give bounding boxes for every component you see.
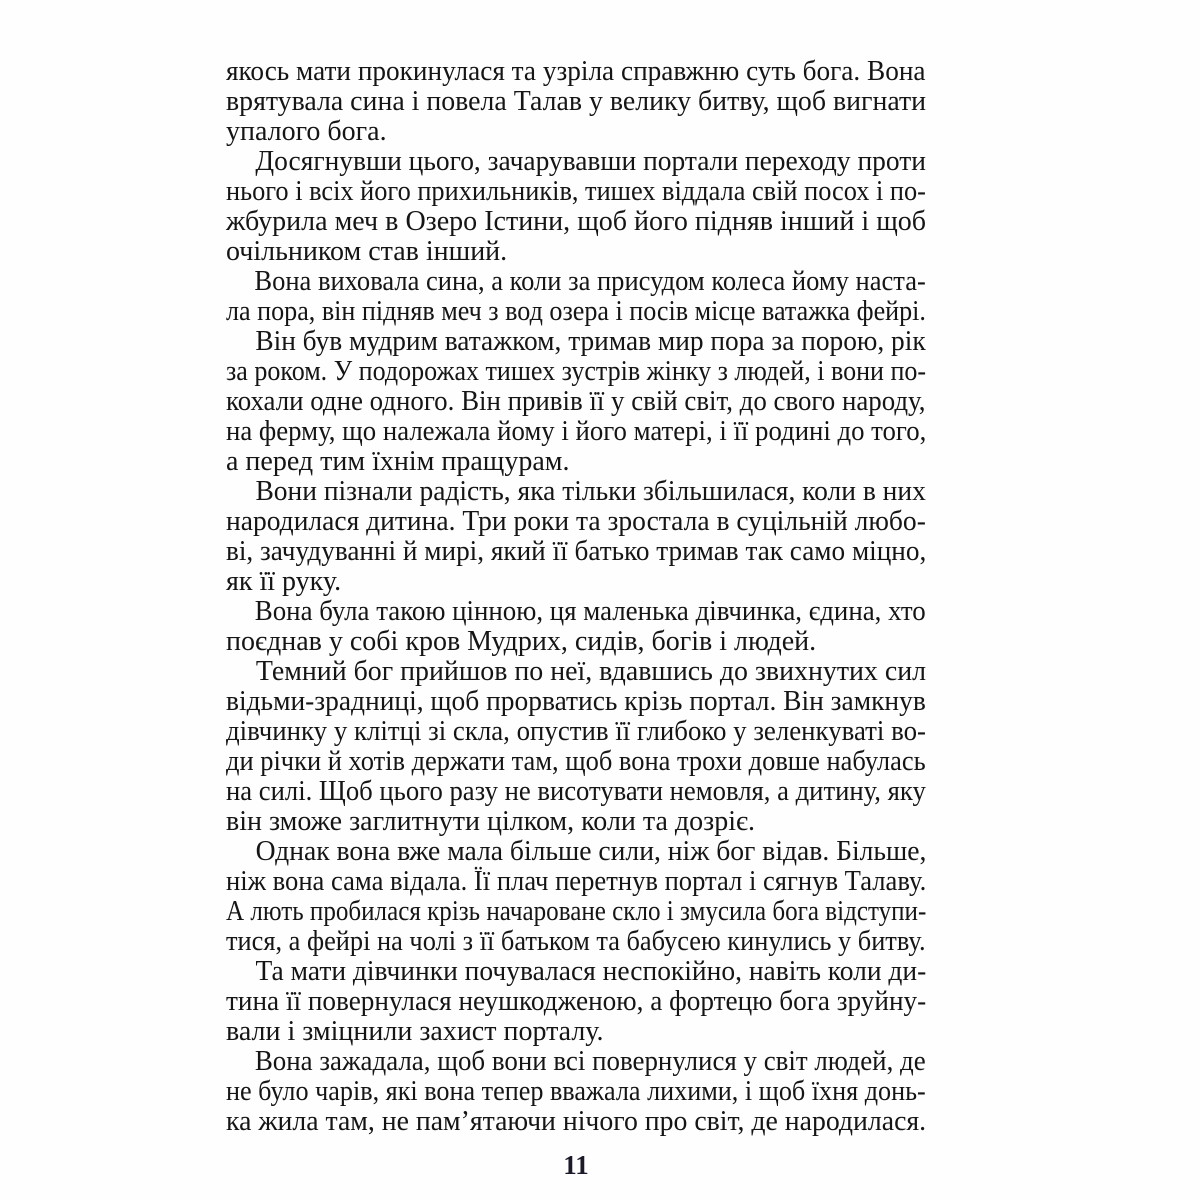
paragraph	[226, 147, 926, 267]
text-line: за роком. У подорожах тишех зустрів жінку з людей, і вони по-	[226, 356, 927, 387]
text-line: Та мати дівчинки почувалася неспокійно, навіть коли ди-	[255, 956, 927, 987]
text-line: поєднав у собі кров Мудрих, сидів, богів і людей.	[226, 626, 817, 657]
paragraph	[226, 477, 926, 597]
paragraph	[226, 327, 926, 477]
paragraph	[226, 657, 926, 837]
paragraph	[226, 267, 926, 327]
text-line: Вона була такою цінною, ця маленька дівчинка, єдина, хто	[254, 596, 926, 627]
text-line: Вони пізнали радість, яка тільки збільшилася, коли в них	[255, 476, 926, 507]
text-line: якось мати прокинулася та узріла справжню суть бога. Вона	[226, 56, 926, 87]
text-line: Вона зажадала, щоб вони всі повернулися у світ людей, де	[254, 1046, 926, 1077]
paragraph	[226, 57, 926, 147]
text-block	[226, 57, 926, 1137]
text-line: ніж вона сама відала. Її плач перетнув портал і сягнув Талаву.	[226, 866, 927, 897]
text-line: на ферму, що належала йому і його матері, і її родині до того,	[226, 416, 927, 447]
paragraph	[226, 1047, 926, 1137]
text-line: очільником став інший.	[226, 236, 508, 267]
text-line: Вона виховала сина, а коли за присудом колеса йому наста-	[254, 266, 926, 297]
text-line: Досягнувши цього, зачарувавши портали переходу проти	[255, 146, 926, 177]
text-line: врятувала сина і повела Талав у велику битву, щоб вигнати	[226, 86, 927, 117]
text-line: на силі. Щоб цього разу не висотувати немовля, а дитину, яку	[226, 776, 926, 807]
text-line: Однак вона вже мала більше сили, ніж бог відав. Більше,	[255, 836, 927, 867]
text-line: він зможе заглитнути цілком, коли та дозріє.	[226, 806, 756, 837]
text-line: ві, зачудуванні й мирі, який її батько тримав так само міцно,	[226, 536, 927, 567]
text-line: як її руку.	[226, 566, 342, 597]
text-line: народилася дитина. Три роки та зростала в суцільній любо-	[226, 506, 926, 537]
text-line: а перед тим їхнім пращурам.	[226, 446, 570, 477]
text-line: тина її повернулася неушкодженою, а фортецю бога зруйну-	[226, 986, 927, 1017]
text-line: Темний бог прийшов по неї, вдавшись до звихнутих сил	[255, 656, 927, 687]
text-line: Він був мудрим ватажком, тримав мир пора за порою, рік	[255, 326, 926, 357]
text-line: відьми-зрадниці, щоб прорватись крізь портал. Він замкнув	[226, 686, 926, 717]
text-line: вали і зміцнили захист порталу.	[226, 1016, 604, 1047]
page-number: 11	[563, 1150, 589, 1180]
text-line: ка жила там, не пам’ятаючи нічого про світ, де народилася.	[226, 1106, 927, 1137]
text-line: ла пора, він підняв меч з вод озера і посів місце ватажка фейрі.	[226, 296, 926, 327]
paragraph	[226, 837, 926, 957]
text-line: А лють пробилася крізь начароване скло і змусила бога відступи-	[226, 896, 927, 927]
text-line: не було чарів, які вона тепер вважала лихими, і щоб їхня донь-	[226, 1076, 926, 1107]
text-line: ди річки й хотів держати там, щоб вона трохи довше набулась	[226, 746, 926, 777]
text-line: тися, а фейрі на чолі з її батьком та бабусею кинулись у битву.	[226, 926, 926, 957]
paragraph	[226, 957, 926, 1047]
text-line: жбурила меч в Озеро Істини, щоб його підняв інший і щоб	[226, 206, 926, 237]
text-line: упалого бога.	[226, 116, 387, 147]
text-line: нього і всіх його прихильників, тишех віддала свій посох і по-	[226, 176, 926, 207]
text-line: дівчинку у клітці зі скла, опустив її глибоко у зеленкуваті во-	[226, 716, 926, 747]
paragraph	[226, 597, 926, 657]
text-line: кохали одне одного. Він привів її у свій світ, до свого народу,	[226, 386, 926, 417]
